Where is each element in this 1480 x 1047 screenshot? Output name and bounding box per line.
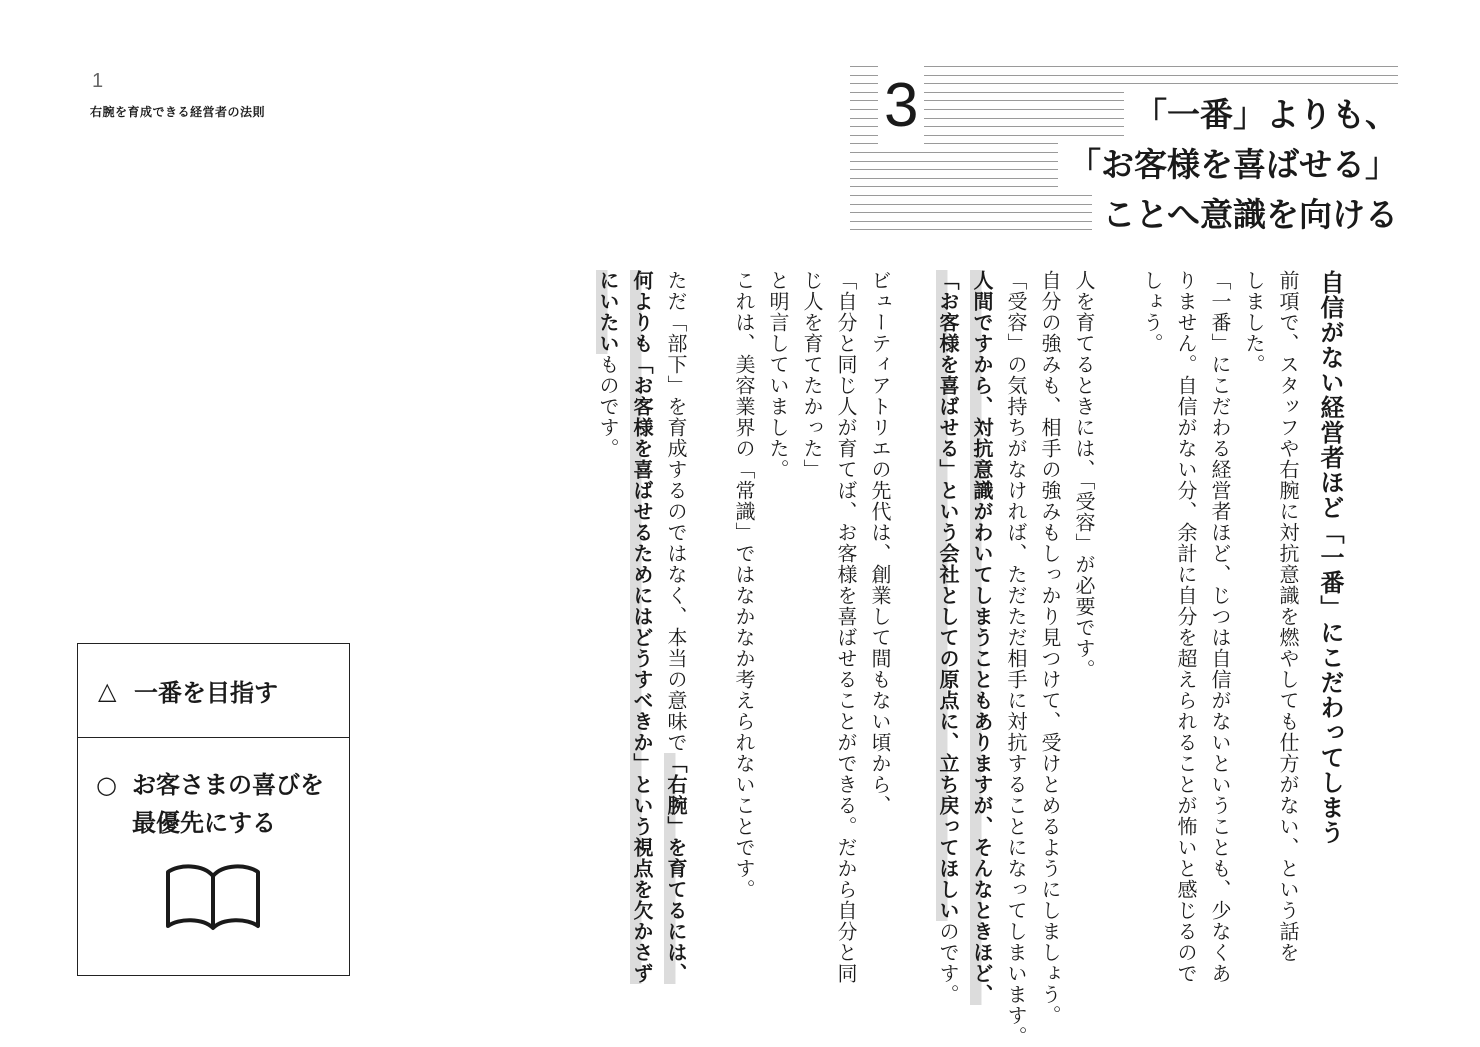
- highlighted-text: にいたい: [596, 270, 620, 354]
- text-segment: 「受容」の気持ちがなければ、ただただ相手に対抗することになってしまいます。: [1004, 270, 1028, 1047]
- section-title-line: 「お客様を喜ばせる」: [1058, 140, 1398, 190]
- text-column: [658, 270, 694, 990]
- circle-symbol: ○: [96, 771, 117, 799]
- section-title-line: ことへ意識を向ける: [1092, 190, 1398, 240]
- highlighted-text: 何よりも「お客様を喜ばせるためにはどうすべきか」という視点を欠かさず: [630, 270, 654, 984]
- text-segment: しました。: [1242, 270, 1266, 375]
- text-segment: 前項で、スタッフや右腕に対抗意識を燃やしても仕方がない、という話を: [1276, 270, 1300, 963]
- rule-line: [850, 75, 1398, 76]
- text-segment: 自分の強みも、相手の強みもしっかり見つけて、受けとめるようにしましょう。: [1038, 270, 1062, 1026]
- triangle-symbol: △: [98, 676, 117, 705]
- text-column: [862, 270, 898, 990]
- highlighted-text: 「右腕」を育てるには、: [664, 753, 688, 984]
- text-column: [1168, 270, 1204, 990]
- text-segment: じ人を育てたかった」: [800, 270, 824, 480]
- text-column: [794, 270, 830, 990]
- text-column: [1134, 270, 1170, 990]
- text-column: [1312, 270, 1348, 990]
- section-title: [1058, 90, 1398, 240]
- text-column: [726, 270, 762, 990]
- text-column: [1066, 270, 1102, 990]
- text-segment: これは、美容業界の「常識」ではなかなか考えられないことです。: [732, 270, 756, 900]
- lead-heading: 自信がない経営者ほど「一番」にこだわってしまう: [1316, 270, 1344, 845]
- section-number: 3: [878, 66, 924, 146]
- text-column: [1270, 270, 1306, 990]
- text-segment: しょう。: [1140, 270, 1164, 354]
- summary-avoid: [78, 644, 349, 738]
- text-segment: りません。自信がない分、余計に自分を超えられることが怖いと感じるので: [1174, 270, 1198, 984]
- text-segment: 人を育てるときには、「受容」が必要です。: [1072, 270, 1096, 680]
- summary-prefer-line2: 最優先にする: [132, 809, 276, 837]
- text-column: [1032, 270, 1068, 1026]
- text-segment: ビューティアトリエの先代は、創業して間もない頃から、: [868, 270, 892, 816]
- text-column: [1236, 270, 1272, 990]
- summary-prefer: [78, 738, 349, 842]
- text-segment: 「一番」にこだわる経営者ほど、じつは自信がないということも、少なくあ: [1208, 270, 1232, 984]
- text-column: [930, 270, 966, 1005]
- rule-line: [850, 83, 1398, 84]
- text-segment: のです。: [936, 921, 960, 1005]
- text-segment: と明言していました。: [766, 270, 790, 480]
- text-column: [1202, 270, 1238, 990]
- text-column: [998, 270, 1034, 1047]
- text-column: [964, 270, 1000, 1005]
- summary-avoid-text: 一番を目指す: [134, 679, 278, 707]
- text-segment: 「自分と同じ人が育てば、お客様を喜ばせることができる。だから自分と同: [834, 270, 858, 984]
- open-book-icon: [163, 862, 263, 932]
- chapter-number: 1: [92, 70, 104, 92]
- text-segment: ものです。: [596, 354, 620, 459]
- book-title: 右腕を育成できる経営者の法則: [90, 105, 266, 119]
- text-column: [590, 270, 626, 990]
- text-column: [624, 270, 660, 990]
- text-column: [828, 270, 864, 990]
- section-title-line: 「一番」よりも、: [1124, 90, 1398, 140]
- highlighted-text: 人間ですから、対抗意識がわいてしまうこともありますが、そんなときほど、: [970, 270, 994, 1005]
- text-column: [760, 270, 796, 990]
- summary-prefer-line1: お客さまの喜びを: [132, 771, 324, 799]
- highlighted-text: 「お客様を喜ばせる」という会社としての原点に、立ち戻ってほしい: [936, 270, 960, 921]
- rule-line: [850, 66, 1398, 67]
- text-segment: ただ「部下」を育成するのではなく、本当の意味で: [664, 270, 688, 753]
